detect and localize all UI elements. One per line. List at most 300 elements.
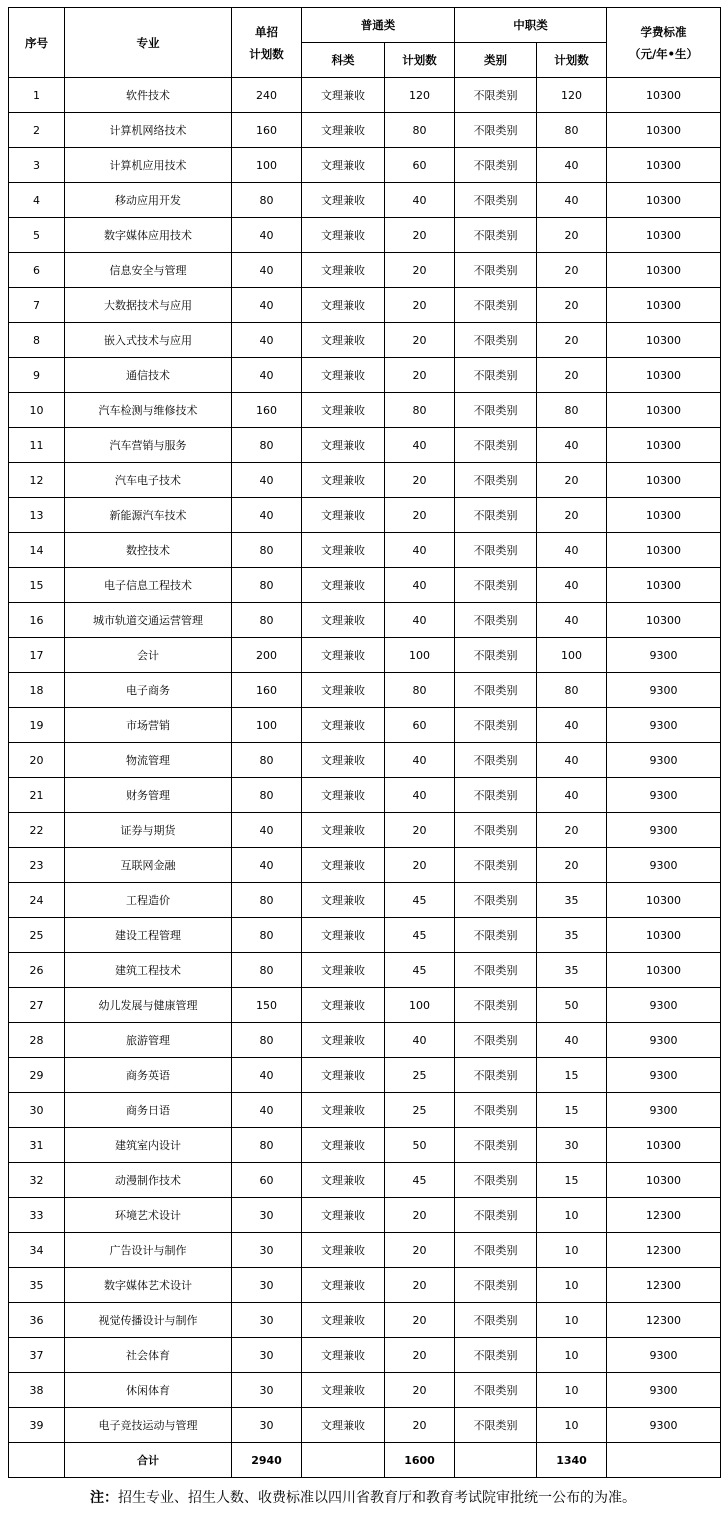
cell-major: 通信技术 xyxy=(65,358,232,393)
cell-general-plan: 80 xyxy=(385,673,455,708)
total-category-cell xyxy=(455,1443,537,1478)
cell-general-subject: 文理兼收 xyxy=(302,813,385,848)
cell-general-plan: 40 xyxy=(385,778,455,813)
cell-general-subject: 文理兼收 xyxy=(302,218,385,253)
cell-fee: 10300 xyxy=(607,183,721,218)
cell-vocational-plan: 10 xyxy=(537,1408,607,1443)
table-row xyxy=(9,848,721,883)
cell-seq: 3 xyxy=(9,148,65,183)
cell-vocational-category: 不限类别 xyxy=(455,778,537,813)
cell-seq: 28 xyxy=(9,1023,65,1058)
table-row xyxy=(9,183,721,218)
cell-fee: 10300 xyxy=(607,393,721,428)
cell-general-plan: 20 xyxy=(385,1408,455,1443)
cell-fee: 10300 xyxy=(607,253,721,288)
cell-general-subject: 文理兼收 xyxy=(302,1268,385,1303)
cell-vocational-category: 不限类别 xyxy=(455,1233,537,1268)
cell-general-subject: 文理兼收 xyxy=(302,708,385,743)
cell-fee: 10300 xyxy=(607,1128,721,1163)
cell-seq: 12 xyxy=(9,463,65,498)
cell-single-plan: 160 xyxy=(232,393,302,428)
cell-general-plan: 20 xyxy=(385,1198,455,1233)
cell-major: 汽车检测与维修技术 xyxy=(65,393,232,428)
cell-single-plan: 30 xyxy=(232,1198,302,1233)
cell-fee: 9300 xyxy=(607,1093,721,1128)
cell-seq: 17 xyxy=(9,638,65,673)
cell-vocational-plan: 10 xyxy=(537,1268,607,1303)
cell-major: 电子竞技运动与管理 xyxy=(65,1408,232,1443)
cell-general-subject: 文理兼收 xyxy=(302,113,385,148)
table-row xyxy=(9,1338,721,1373)
cell-general-subject: 文理兼收 xyxy=(302,918,385,953)
cell-general-subject: 文理兼收 xyxy=(302,1198,385,1233)
cell-general-plan: 45 xyxy=(385,918,455,953)
cell-single-plan: 80 xyxy=(232,183,302,218)
cell-single-plan: 80 xyxy=(232,428,302,463)
table-row xyxy=(9,1023,721,1058)
cell-vocational-plan: 40 xyxy=(537,743,607,778)
cell-general-subject: 文理兼收 xyxy=(302,953,385,988)
table-row xyxy=(9,1303,721,1338)
cell-single-plan: 40 xyxy=(232,463,302,498)
cell-single-plan: 30 xyxy=(232,1408,302,1443)
cell-general-plan: 40 xyxy=(385,743,455,778)
cell-single-plan: 40 xyxy=(232,813,302,848)
cell-vocational-category: 不限类别 xyxy=(455,393,537,428)
cell-single-plan: 160 xyxy=(232,113,302,148)
cell-seq: 29 xyxy=(9,1058,65,1093)
cell-vocational-category: 不限类别 xyxy=(455,1268,537,1303)
cell-vocational-plan: 40 xyxy=(537,1023,607,1058)
cell-general-subject: 文理兼收 xyxy=(302,393,385,428)
cell-seq: 35 xyxy=(9,1268,65,1303)
cell-vocational-plan: 10 xyxy=(537,1338,607,1373)
cell-general-subject: 文理兼收 xyxy=(302,568,385,603)
table-row xyxy=(9,1058,721,1093)
cell-vocational-plan: 30 xyxy=(537,1128,607,1163)
cell-seq: 38 xyxy=(9,1373,65,1408)
cell-single-plan: 30 xyxy=(232,1303,302,1338)
cell-major: 幼儿发展与健康管理 xyxy=(65,988,232,1023)
table-row xyxy=(9,288,721,323)
cell-major: 旅游管理 xyxy=(65,1023,232,1058)
cell-vocational-plan: 40 xyxy=(537,603,607,638)
table-row xyxy=(9,78,721,113)
cell-vocational-category: 不限类别 xyxy=(455,603,537,638)
header-general-plan: 计划数 xyxy=(385,43,455,78)
cell-general-subject: 文理兼收 xyxy=(302,1233,385,1268)
cell-fee: 10300 xyxy=(607,78,721,113)
cell-vocational-plan: 50 xyxy=(537,988,607,1023)
table-row xyxy=(9,988,721,1023)
cell-single-plan: 100 xyxy=(232,148,302,183)
header-general-subject: 科类 xyxy=(302,43,385,78)
cell-general-subject: 文理兼收 xyxy=(302,358,385,393)
cell-seq: 27 xyxy=(9,988,65,1023)
cell-vocational-plan: 10 xyxy=(537,1373,607,1408)
cell-general-plan: 20 xyxy=(385,498,455,533)
cell-general-plan: 40 xyxy=(385,603,455,638)
cell-fee: 12300 xyxy=(607,1268,721,1303)
cell-seq: 39 xyxy=(9,1408,65,1443)
cell-general-subject: 文理兼收 xyxy=(302,1093,385,1128)
cell-fee: 9300 xyxy=(607,743,721,778)
cell-general-plan: 45 xyxy=(385,883,455,918)
cell-major: 数控技术 xyxy=(65,533,232,568)
cell-fee: 9300 xyxy=(607,673,721,708)
cell-general-plan: 25 xyxy=(385,1058,455,1093)
cell-general-plan: 60 xyxy=(385,148,455,183)
cell-seq: 2 xyxy=(9,113,65,148)
cell-fee: 10300 xyxy=(607,358,721,393)
cell-seq: 19 xyxy=(9,708,65,743)
table-row xyxy=(9,1128,721,1163)
table-row xyxy=(9,253,721,288)
cell-general-subject: 文理兼收 xyxy=(302,778,385,813)
cell-single-plan: 40 xyxy=(232,218,302,253)
cell-general-plan: 60 xyxy=(385,708,455,743)
cell-seq: 25 xyxy=(9,918,65,953)
table-row xyxy=(9,1163,721,1198)
cell-vocational-plan: 15 xyxy=(537,1093,607,1128)
cell-fee: 9300 xyxy=(607,813,721,848)
cell-single-plan: 40 xyxy=(232,848,302,883)
cell-seq: 22 xyxy=(9,813,65,848)
cell-general-plan: 40 xyxy=(385,183,455,218)
cell-fee: 9300 xyxy=(607,638,721,673)
cell-single-plan: 30 xyxy=(232,1268,302,1303)
cell-single-plan: 30 xyxy=(232,1233,302,1268)
cell-vocational-category: 不限类别 xyxy=(455,1128,537,1163)
cell-general-plan: 20 xyxy=(385,848,455,883)
cell-seq: 9 xyxy=(9,358,65,393)
cell-vocational-plan: 40 xyxy=(537,148,607,183)
cell-fee: 10300 xyxy=(607,533,721,568)
cell-single-plan: 240 xyxy=(232,78,302,113)
table-body xyxy=(9,78,721,1443)
cell-general-subject: 文理兼收 xyxy=(302,1023,385,1058)
cell-fee: 10300 xyxy=(607,883,721,918)
cell-major: 汽车营销与服务 xyxy=(65,428,232,463)
cell-general-plan: 40 xyxy=(385,533,455,568)
cell-vocational-plan: 120 xyxy=(537,78,607,113)
cell-single-plan: 160 xyxy=(232,673,302,708)
cell-major: 电子信息工程技术 xyxy=(65,568,232,603)
cell-vocational-category: 不限类别 xyxy=(455,218,537,253)
cell-single-plan: 80 xyxy=(232,1128,302,1163)
cell-fee: 9300 xyxy=(607,988,721,1023)
cell-general-plan: 20 xyxy=(385,253,455,288)
cell-vocational-plan: 20 xyxy=(537,498,607,533)
cell-vocational-category: 不限类别 xyxy=(455,568,537,603)
total-row xyxy=(9,1443,721,1478)
cell-major: 财务管理 xyxy=(65,778,232,813)
cell-major: 电子商务 xyxy=(65,673,232,708)
cell-major: 市场营销 xyxy=(65,708,232,743)
cell-vocational-category: 不限类别 xyxy=(455,463,537,498)
cell-vocational-category: 不限类别 xyxy=(455,183,537,218)
cell-general-subject: 文理兼收 xyxy=(302,603,385,638)
cell-vocational-plan: 40 xyxy=(537,568,607,603)
cell-general-plan: 45 xyxy=(385,953,455,988)
cell-seq: 1 xyxy=(9,78,65,113)
cell-general-plan: 45 xyxy=(385,1163,455,1198)
cell-vocational-category: 不限类别 xyxy=(455,1338,537,1373)
cell-single-plan: 200 xyxy=(232,638,302,673)
cell-general-plan: 40 xyxy=(385,428,455,463)
table-row xyxy=(9,813,721,848)
cell-vocational-category: 不限类别 xyxy=(455,428,537,463)
table-row xyxy=(9,708,721,743)
header-vocational-group: 中职类 xyxy=(455,8,607,43)
cell-seq: 4 xyxy=(9,183,65,218)
cell-vocational-category: 不限类别 xyxy=(455,988,537,1023)
cell-fee: 10300 xyxy=(607,603,721,638)
cell-major: 信息安全与管理 xyxy=(65,253,232,288)
cell-vocational-category: 不限类别 xyxy=(455,1373,537,1408)
cell-single-plan: 40 xyxy=(232,323,302,358)
cell-major: 嵌入式技术与应用 xyxy=(65,323,232,358)
header-fee-line1: 学费标准 xyxy=(640,24,687,39)
cell-vocational-plan: 100 xyxy=(537,638,607,673)
footnote-lead: 注： xyxy=(90,1490,118,1506)
cell-single-plan: 80 xyxy=(232,603,302,638)
cell-fee: 10300 xyxy=(607,148,721,183)
cell-vocational-category: 不限类别 xyxy=(455,883,537,918)
cell-general-subject: 文理兼收 xyxy=(302,463,385,498)
cell-general-subject: 文理兼收 xyxy=(302,183,385,218)
cell-vocational-category: 不限类别 xyxy=(455,848,537,883)
cell-vocational-category: 不限类别 xyxy=(455,918,537,953)
cell-seq: 30 xyxy=(9,1093,65,1128)
cell-major: 广告设计与制作 xyxy=(65,1233,232,1268)
cell-fee: 10300 xyxy=(607,1163,721,1198)
cell-major: 新能源汽车技术 xyxy=(65,498,232,533)
cell-general-subject: 文理兼收 xyxy=(302,988,385,1023)
cell-major: 移动应用开发 xyxy=(65,183,232,218)
cell-general-subject: 文理兼收 xyxy=(302,323,385,358)
cell-single-plan: 40 xyxy=(232,358,302,393)
cell-vocational-plan: 15 xyxy=(537,1058,607,1093)
cell-vocational-plan: 20 xyxy=(537,848,607,883)
cell-vocational-plan: 20 xyxy=(537,218,607,253)
cell-general-plan: 40 xyxy=(385,1023,455,1058)
cell-single-plan: 80 xyxy=(232,743,302,778)
cell-seq: 32 xyxy=(9,1163,65,1198)
cell-vocational-category: 不限类别 xyxy=(455,953,537,988)
cell-general-subject: 文理兼收 xyxy=(302,1303,385,1338)
cell-fee: 10300 xyxy=(607,323,721,358)
table-row xyxy=(9,603,721,638)
cell-fee: 9300 xyxy=(607,848,721,883)
cell-major: 互联网金融 xyxy=(65,848,232,883)
table-row xyxy=(9,1408,721,1443)
cell-major: 建筑室内设计 xyxy=(65,1128,232,1163)
cell-major: 社会体育 xyxy=(65,1338,232,1373)
total-subject-cell xyxy=(302,1443,385,1478)
cell-major: 建设工程管理 xyxy=(65,918,232,953)
cell-general-plan: 20 xyxy=(385,288,455,323)
cell-general-subject: 文理兼收 xyxy=(302,78,385,113)
cell-vocational-category: 不限类别 xyxy=(455,358,537,393)
cell-major: 汽车电子技术 xyxy=(65,463,232,498)
cell-vocational-plan: 35 xyxy=(537,953,607,988)
cell-major: 数字媒体应用技术 xyxy=(65,218,232,253)
cell-fee: 10300 xyxy=(607,463,721,498)
table-row xyxy=(9,743,721,778)
cell-seq: 33 xyxy=(9,1198,65,1233)
cell-general-plan: 20 xyxy=(385,323,455,358)
table-row xyxy=(9,323,721,358)
cell-fee: 10300 xyxy=(607,288,721,323)
cell-fee: 9300 xyxy=(607,1023,721,1058)
cell-single-plan: 40 xyxy=(232,288,302,323)
cell-vocational-plan: 10 xyxy=(537,1303,607,1338)
cell-fee: 9300 xyxy=(607,1338,721,1373)
table-row xyxy=(9,498,721,533)
cell-general-subject: 文理兼收 xyxy=(302,1338,385,1373)
cell-major: 动漫制作技术 xyxy=(65,1163,232,1198)
cell-seq: 24 xyxy=(9,883,65,918)
cell-vocational-plan: 40 xyxy=(537,533,607,568)
cell-fee: 10300 xyxy=(607,953,721,988)
table-row xyxy=(9,883,721,918)
cell-vocational-plan: 35 xyxy=(537,883,607,918)
cell-single-plan: 30 xyxy=(232,1338,302,1373)
cell-single-plan: 40 xyxy=(232,1058,302,1093)
cell-general-plan: 20 xyxy=(385,1303,455,1338)
cell-fee: 12300 xyxy=(607,1233,721,1268)
cell-general-plan: 20 xyxy=(385,1338,455,1373)
cell-vocational-category: 不限类别 xyxy=(455,78,537,113)
cell-vocational-category: 不限类别 xyxy=(455,673,537,708)
cell-general-plan: 100 xyxy=(385,988,455,1023)
footnote-text: 招生专业、招生人数、收费标准以四川省教育厅和教育考试院审批统一公布的为准。 xyxy=(118,1490,636,1506)
cell-vocational-category: 不限类别 xyxy=(455,1058,537,1093)
cell-major: 软件技术 xyxy=(65,78,232,113)
cell-general-subject: 文理兼收 xyxy=(302,148,385,183)
cell-vocational-category: 不限类别 xyxy=(455,1093,537,1128)
cell-seq: 5 xyxy=(9,218,65,253)
cell-vocational-category: 不限类别 xyxy=(455,708,537,743)
cell-vocational-plan: 20 xyxy=(537,288,607,323)
cell-general-subject: 文理兼收 xyxy=(302,428,385,463)
total-vocational: 1340 xyxy=(537,1443,607,1478)
cell-vocational-category: 不限类别 xyxy=(455,113,537,148)
cell-general-plan: 20 xyxy=(385,218,455,253)
header-single-plan-line2: 计划数 xyxy=(249,46,284,61)
cell-vocational-category: 不限类别 xyxy=(455,1198,537,1233)
cell-single-plan: 80 xyxy=(232,778,302,813)
cell-fee: 10300 xyxy=(607,568,721,603)
cell-single-plan: 80 xyxy=(232,918,302,953)
cell-general-plan: 20 xyxy=(385,358,455,393)
cell-general-subject: 文理兼收 xyxy=(302,638,385,673)
header-vocational-category: 类别 xyxy=(455,43,537,78)
cell-major: 商务日语 xyxy=(65,1093,232,1128)
cell-fee: 10300 xyxy=(607,218,721,253)
cell-single-plan: 100 xyxy=(232,708,302,743)
cell-general-plan: 120 xyxy=(385,78,455,113)
cell-seq: 18 xyxy=(9,673,65,708)
cell-seq: 15 xyxy=(9,568,65,603)
cell-vocational-category: 不限类别 xyxy=(455,253,537,288)
cell-seq: 6 xyxy=(9,253,65,288)
header-general-group: 普通类 xyxy=(302,8,455,43)
cell-single-plan: 40 xyxy=(232,1093,302,1128)
table-row xyxy=(9,673,721,708)
cell-general-subject: 文理兼收 xyxy=(302,288,385,323)
cell-major: 证券与期货 xyxy=(65,813,232,848)
cell-major: 商务英语 xyxy=(65,1058,232,1093)
cell-general-subject: 文理兼收 xyxy=(302,673,385,708)
cell-general-subject: 文理兼收 xyxy=(302,743,385,778)
header-single-plan-line1: 单招 xyxy=(255,24,278,39)
cell-vocational-category: 不限类别 xyxy=(455,1023,537,1058)
header-seq: 序号 xyxy=(9,8,65,78)
cell-vocational-plan: 40 xyxy=(537,708,607,743)
cell-vocational-plan: 80 xyxy=(537,673,607,708)
cell-vocational-category: 不限类别 xyxy=(455,813,537,848)
cell-single-plan: 40 xyxy=(232,253,302,288)
cell-seq: 8 xyxy=(9,323,65,358)
cell-fee: 10300 xyxy=(607,918,721,953)
cell-seq: 7 xyxy=(9,288,65,323)
cell-seq: 36 xyxy=(9,1303,65,1338)
cell-major: 会计 xyxy=(65,638,232,673)
table-row xyxy=(9,1268,721,1303)
cell-major: 计算机应用技术 xyxy=(65,148,232,183)
cell-general-subject: 文理兼收 xyxy=(302,1163,385,1198)
total-fee-cell xyxy=(607,1443,721,1478)
cell-fee: 9300 xyxy=(607,778,721,813)
cell-general-plan: 80 xyxy=(385,393,455,428)
cell-fee: 9300 xyxy=(607,1373,721,1408)
header-fee-line2: （元/年•生） xyxy=(628,46,699,61)
cell-seq: 14 xyxy=(9,533,65,568)
cell-general-subject: 文理兼收 xyxy=(302,1058,385,1093)
cell-vocational-category: 不限类别 xyxy=(455,323,537,358)
table-row xyxy=(9,778,721,813)
cell-major: 计算机网络技术 xyxy=(65,113,232,148)
cell-vocational-plan: 35 xyxy=(537,918,607,953)
cell-vocational-category: 不限类别 xyxy=(455,288,537,323)
table-row xyxy=(9,918,721,953)
table-row xyxy=(9,428,721,463)
cell-general-plan: 80 xyxy=(385,113,455,148)
cell-general-plan: 100 xyxy=(385,638,455,673)
cell-general-subject: 文理兼收 xyxy=(302,848,385,883)
table-row xyxy=(9,953,721,988)
cell-seq: 26 xyxy=(9,953,65,988)
cell-seq: 21 xyxy=(9,778,65,813)
table-row xyxy=(9,1373,721,1408)
table-row xyxy=(9,1198,721,1233)
cell-vocational-plan: 10 xyxy=(537,1198,607,1233)
cell-seq: 34 xyxy=(9,1233,65,1268)
cell-seq: 10 xyxy=(9,393,65,428)
cell-vocational-plan: 20 xyxy=(537,253,607,288)
cell-single-plan: 80 xyxy=(232,883,302,918)
cell-seq: 16 xyxy=(9,603,65,638)
cell-vocational-plan: 40 xyxy=(537,183,607,218)
cell-fee: 9300 xyxy=(607,1408,721,1443)
cell-vocational-plan: 10 xyxy=(537,1233,607,1268)
table-row xyxy=(9,393,721,428)
table-row xyxy=(9,463,721,498)
cell-fee: 10300 xyxy=(607,498,721,533)
cell-vocational-plan: 80 xyxy=(537,113,607,148)
